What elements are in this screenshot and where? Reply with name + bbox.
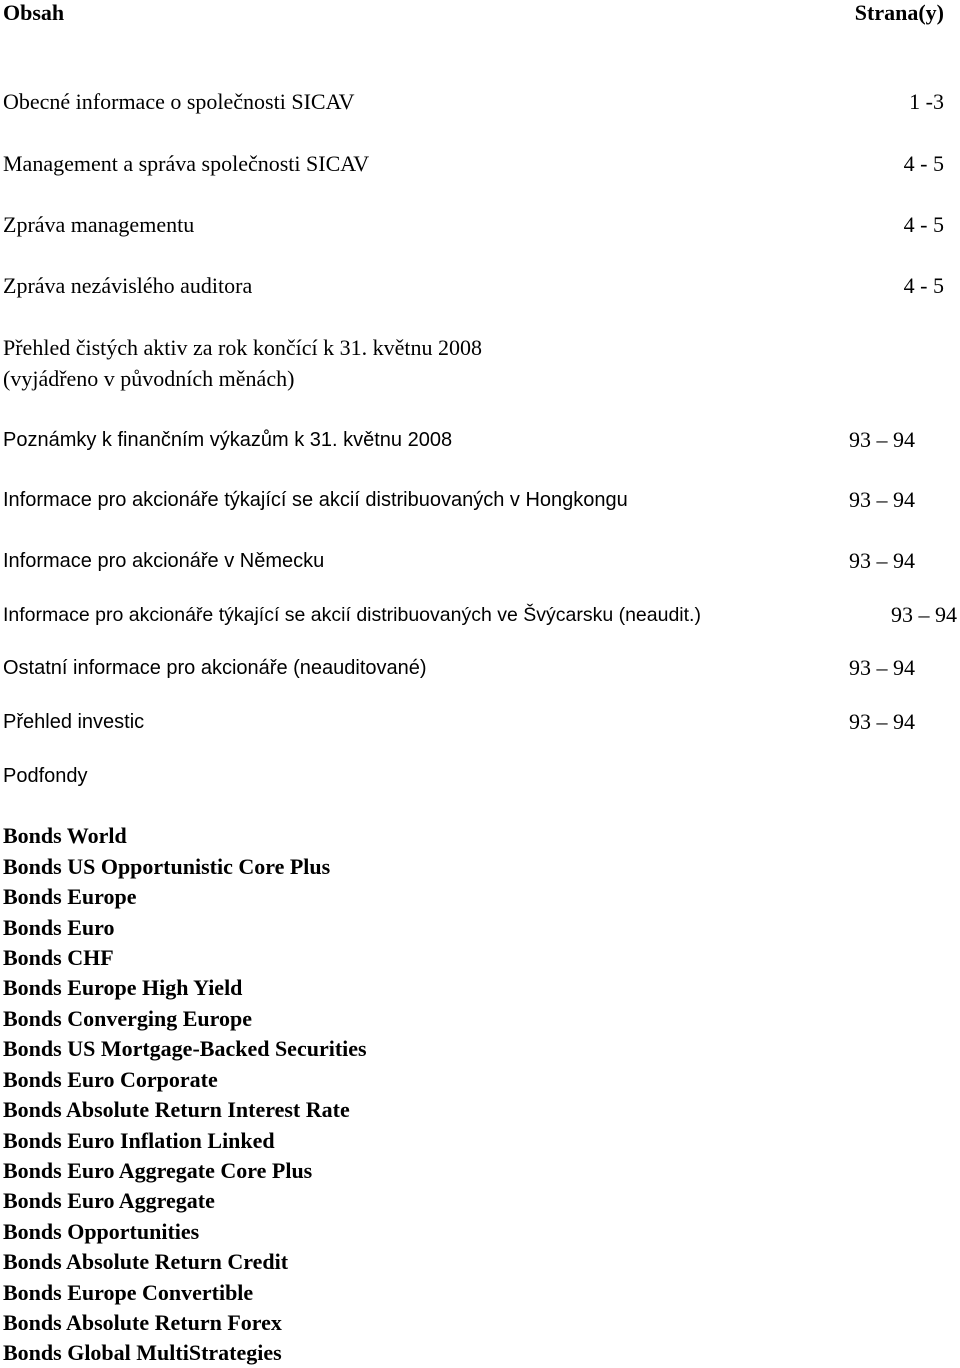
fund-item: Bonds Opportunities (3, 1219, 200, 1244)
fund-item: Bonds CHF (3, 945, 114, 970)
toc-entry-pages: 93 – 94 (891, 602, 957, 627)
toc-entry-pages: 93 – 94 (849, 655, 915, 680)
toc-entry-title: Poznámky k finančním výkazům k 31. květnu 2008 (3, 429, 453, 451)
section-heading: Podfondy (3, 765, 88, 787)
pages-heading: Strana(y) (854, 0, 944, 25)
toc-entry-title: Zpráva nezávislého auditora (3, 273, 253, 298)
fund-item: Bonds Euro Inflation Linked (3, 1128, 275, 1153)
toc-entry-pages: 93 – 94 (849, 709, 915, 734)
toc-entry-pages: 1 -3 (909, 89, 944, 114)
fund-item: Bonds Europe High Yield (3, 975, 243, 1000)
fund-item: Bonds Absolute Return Forex (3, 1310, 282, 1335)
fund-item: Bonds Europe Convertible (3, 1280, 254, 1305)
toc-entry-title: Management a správa společnosti SICAV (3, 151, 370, 176)
fund-item: Bonds Euro Aggregate (3, 1188, 215, 1213)
toc-entry-title: Informace pro akcionáře týkající se akcií distribuovaných ve Švýcarsku (neaudit.) (3, 604, 701, 626)
toc-entry-pages: 93 – 94 (849, 427, 915, 452)
toc-heading: Obsah (3, 0, 65, 25)
toc-entry-title: Přehled investic (3, 711, 145, 733)
fund-item: Bonds Absolute Return Credit (3, 1249, 289, 1274)
fund-item: Bonds US Opportunistic Core Plus (3, 854, 331, 879)
toc-entry-title: Ostatní informace pro akcionáře (neauditované) (3, 657, 427, 679)
fund-item: Bonds Absolute Return Interest Rate (3, 1097, 350, 1122)
toc-entry-pages: 93 – 94 (849, 487, 915, 512)
fund-item: Bonds Global MultiStrategies (3, 1340, 282, 1365)
toc-entry-pages: 93 – 94 (849, 548, 915, 573)
fund-item: Bonds World (3, 823, 127, 848)
fund-item: Bonds Euro (3, 915, 115, 940)
toc-entry-title: Informace pro akcionáře týkající se akcií distribuovaných v Hongkongu (3, 489, 628, 511)
toc-entry-pages: 4 - 5 (903, 151, 944, 176)
fund-item: Bonds Europe (3, 884, 137, 909)
toc-entry-title: Informace pro akcionáře v Německu (3, 550, 325, 572)
fund-item: Bonds US Mortgage-Backed Securities (3, 1036, 367, 1061)
toc-entry-title: Přehled čistých aktiv za rok končící k 31. květnu 2008 (3, 335, 482, 360)
toc-entry-pages: 4 - 5 (903, 212, 944, 237)
fund-item: Bonds Euro Corporate (3, 1067, 218, 1092)
fund-item: Bonds Converging Europe (3, 1006, 252, 1031)
fund-item: Bonds Euro Aggregate Core Plus (3, 1158, 313, 1183)
toc-entry-title: Obecné informace o společnosti SICAV (3, 89, 355, 114)
toc-entry-subtitle: (vyjádřeno v původních měnách) (3, 366, 295, 391)
toc-entry-title: Zpráva managementu (3, 212, 195, 237)
toc-entry-pages: 4 - 5 (903, 273, 944, 298)
